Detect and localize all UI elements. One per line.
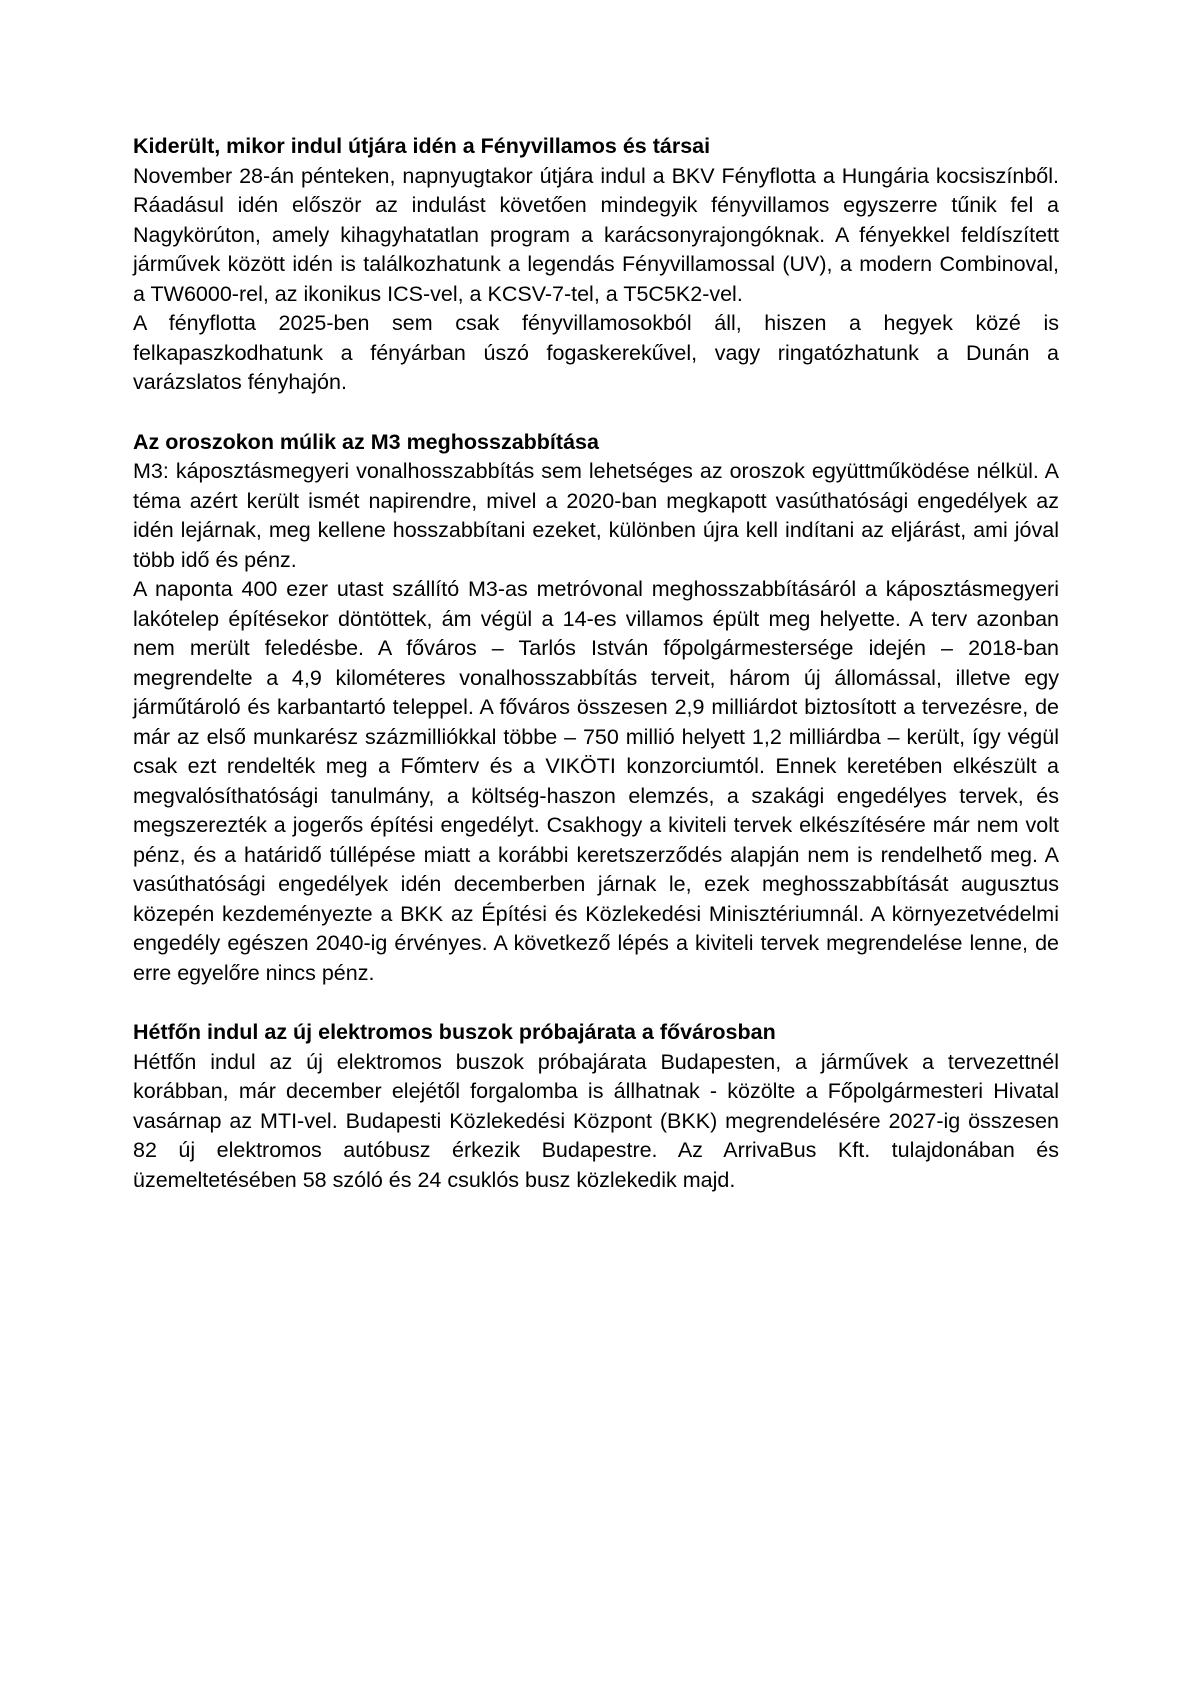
paragraph: M3: káposztásmegyeri vonalhosszabbítás sem lehetséges az oroszok együttműködése nélkül. A téma azért került ismét napirendre, mivel a 2020-ban megkapott vasúthatósági engedélyek az idén lejárnak, meg kellene hosszabbítani ezeket, különben újra kell indítani az eljárást, ami jóval több idő és pénz. <box>133 459 1059 572</box>
section-heading: Az oroszokon múlik az M3 meghosszabbítása <box>133 429 599 454</box>
section-elektromos-buszok <box>133 1018 1059 1195</box>
section-heading: Kiderült, mikor indul útjára idén a Fényvillamos és társai <box>133 134 711 158</box>
section-fenyvillamos <box>133 132 1059 398</box>
section-heading: Hétfőn indul az új elektromos buszok próbajárata a fővárosban <box>133 1020 776 1044</box>
paragraph: A naponta 400 ezer utast szállító M3-as metróvonal meghosszabbításáról a káposztásmegyeri lakótelep építésekor döntöttek, ám végül a 14-es villamos épült meg helyette. A terv azonban nem merült feledésbe. A főváros – Tarlós István főpolgármestersége idején – 2018-ban megrendelte a 4,9 kilométeres vonalhosszabbítás terveit, három új állomással, illetve egy járműtároló és karbantartó teleppel. A főváros összesen 2,9 milliárdot biztosított a tervezésre, de már az első munkarész százmilliókkal többe – 750 millió helyett 1,2 milliárdba – került, így végül csak ezt rendelték meg a Főmterv és a VIKÖTI konzorciumtól. Ennek keretében elkészült a megvalósíthatósági tanulmány, a költség-haszon elemzés, a szakági engedélyes tervek, és megszerezték a jogerős építési engedélyt. Csakhogy a kiviteli tervek elkészítésére már nem volt pénz, és a határidő túllépése miatt a korábbi keretszerződés alapján nem is rendelhető meg. A vasúthatósági engedélyek idén decemberben járnak le, ezek meghosszabbítását augusztus közepén kezdeményezte a BKK az Építési és Közlekedési Minisztériumnál. A környezetvédelmi engedély egészen 2040-ig érvényes. A következő lépés a kiviteli tervek megrendelése lenne, de erre egyelőre nincs pénz. <box>133 577 1059 985</box>
paragraph: Hétfőn indul az új elektromos buszok próbajárata Budapesten, a járművek a tervezettnél korábban, már december elejétől forgalomba is állhatnak - közölte a Főpolgármesteri Hivatal vasárnap az MTI-vel. Budapesti Közlekedési Központ (BKK) megrendelésére 2027-ig összesen 82 új elektromos autóbusz érkezik Budapestre. Az ArrivaBus Kft. tulajdonában és üzemeltetésében 58 szóló és 24 csuklós busz közlekedik majd. <box>133 1049 1059 1192</box>
section-m3-hosszabbitas <box>133 428 1059 989</box>
paragraph: November 28-án pénteken, napnyugtakor útjára indul a BKV Fényflotta a Hungária kocsiszínből. Ráadásul idén először az indulást követően mindegyik fényvillamos egyszerre tűnik fel a Nagykörúton, amely kihagyhatatlan program a karácsonyrajongóknak. A fényekkel feldíszített járművek között idén is találkozhatunk a legendás Fényvillamossal (UV), a modern Combinoval, a TW6000-rel, az ikonikus ICS-vel, a KCSV-7-tel, a T5C5K2-vel. <box>133 163 1059 306</box>
paragraph: A fényflotta 2025-ben sem csak fényvillamosokból áll, hiszen a hegyek közé is felkapaszkodhatunk a fényárban úszó fogaskerekűvel, vagy ringatózhatunk a Dunán a varázslatos fényhajón. <box>133 311 1059 394</box>
